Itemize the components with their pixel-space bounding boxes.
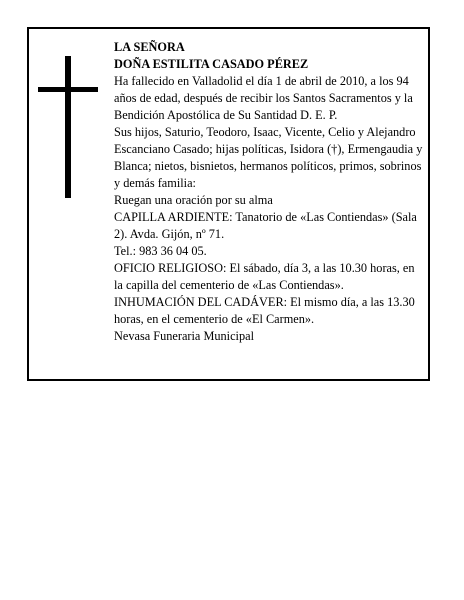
obituary-text: [114, 39, 426, 345]
family-paragraph: Sus hijos, Saturio, Teodoro, Isaac, Vicente, Celio y Alejandro Escanciano Casado; hijas políticas, Isidora (†), Ermengaudia y Blanca; nietos, bisnietos, hermanos políticos, primos, sobrinos y demás familia:: [114, 125, 423, 190]
cross-vertical-bar: [65, 56, 71, 198]
chapel-paragraph: CAPILLA ARDIENTE: Tanatorio de «Las Contiendas» (Sala 2). Avda. Gijón, nº 71.: [114, 210, 417, 241]
phone-line: Tel.: 983 36 04 05.: [114, 244, 207, 258]
cross-icon: [38, 56, 98, 198]
cross-horizontal-bar: [38, 87, 98, 92]
title-line-1: LA SEÑORA: [114, 40, 185, 54]
funeral-home: Nevasa Funeraria Municipal: [114, 329, 254, 343]
burial-paragraph: INHUMACIÓN DEL CADÁVER: El mismo día, a las 13.30 horas, en el cementerio de «El Carmen».: [114, 295, 415, 326]
death-paragraph: Ha fallecido en Valladolid el día 1 de abril de 2010, a los 94 años de edad, después de recibir los Santos Sacramentos y la Bendición Apostólica de Su Santidad D. E. P.: [114, 74, 413, 122]
service-paragraph: OFICIO RELIGIOSO: El sábado, día 3, a las 10.30 horas, en la capilla del cementerio de «Las Contiendas».: [114, 261, 415, 292]
deceased-name: DOÑA ESTILITA CASADO PÉREZ: [114, 57, 309, 71]
prayer-request: Ruegan una oración por su alma: [114, 193, 273, 207]
